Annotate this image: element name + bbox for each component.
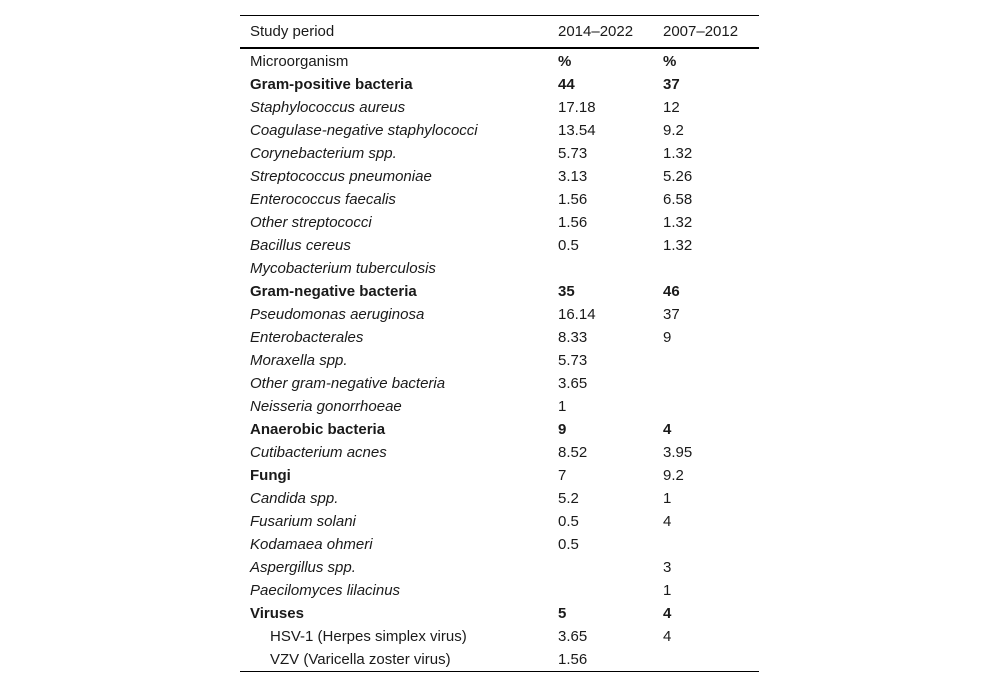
table-row [240,464,759,487]
table-row [240,533,759,556]
value-2007-2012: 12 [663,99,680,116]
organism-name: Cutibacterium acnes [250,444,387,461]
table-row [240,556,759,579]
value-2014-2022: 1 [558,398,567,415]
organism-name: Paecilomyces lilacinus [250,582,401,599]
organism-name: Moraxella spp. [250,352,348,369]
table-row [240,48,759,73]
value-2007-2012: 3 [663,559,672,576]
table-row [240,96,759,119]
table-body [240,48,759,672]
value-2007-2012: 1.32 [663,145,693,162]
table-row [240,142,759,165]
value-2007-2012 [653,372,759,395]
value-2014-2022: 0.5 [558,237,579,254]
organism-name: Viruses [250,605,304,622]
table-row [240,395,759,418]
organism-name: Coagulase-negative staphylococci [250,122,478,139]
value-2007-2012 [653,648,759,672]
value-2007-2012: 4 [663,421,672,438]
value-2014-2022: 0.5 [558,536,579,553]
organism-name: Bacillus cereus [250,237,351,254]
table-row [240,188,759,211]
table-row [240,280,759,303]
organism-name: HSV-1 (Herpes simplex virus) [270,628,467,645]
value-2007-2012 [653,533,759,556]
value-2014-2022: 3.13 [558,168,588,185]
organism-name: Streptococcus pneumoniae [250,168,432,185]
organism-name: Corynebacterium spp. [250,145,397,162]
value-2014-2022: 9 [558,421,567,438]
value-2014-2022 [548,556,653,579]
organism-name: Other streptococci [250,214,372,231]
value-2014-2022: % [558,52,572,70]
organism-name: Neisseria gonorrhoeae [250,398,402,415]
value-2007-2012 [653,257,759,280]
value-2014-2022: 3.65 [558,375,588,392]
value-2007-2012 [653,349,759,372]
value-2014-2022: 1.56 [558,214,588,231]
table-row [240,119,759,142]
value-2007-2012: 5.26 [663,168,693,185]
organism-name: Mycobacterium tuberculosis [250,260,436,277]
value-2007-2012: 1 [663,582,672,599]
table-row [240,579,759,602]
organism-name: VZV (Varicella zoster virus) [270,651,451,668]
table-row [240,165,759,188]
value-2007-2012: 46 [663,283,680,300]
organism-name: Enterococcus faecalis [250,191,396,208]
value-2014-2022 [548,257,653,280]
organism-name: Fusarium solani [250,513,356,530]
microorganism-table-container [240,15,759,672]
value-2007-2012: 9.2 [663,122,684,139]
value-2007-2012 [653,395,759,418]
value-2014-2022: 17.18 [558,99,596,116]
value-2014-2022 [548,579,653,602]
value-2014-2022: 3.65 [558,628,588,645]
value-2007-2012: 4 [663,605,672,622]
organism-name: Gram-positive bacteria [250,76,413,93]
value-2007-2012: 37 [663,306,680,323]
value-2014-2022: 8.33 [558,329,588,346]
table-row [240,326,759,349]
table-row [240,487,759,510]
value-2007-2012: % [663,52,677,70]
value-2014-2022: 1.56 [558,651,588,668]
table-row [240,303,759,326]
value-2007-2012: 4 [663,513,672,530]
table-row [240,349,759,372]
table-row [240,625,759,648]
header-study-period: Study period [250,23,335,40]
value-2007-2012: 4 [663,628,672,645]
organism-name: Staphylococcus aureus [250,99,406,116]
value-2014-2022: 5.73 [558,145,588,162]
value-2014-2022: 7 [558,467,567,484]
organism-name: Kodamaea ohmeri [250,536,373,553]
value-2014-2022: 16.14 [558,306,596,323]
organism-name: Pseudomonas aeruginosa [250,306,425,323]
value-2014-2022: 0.5 [558,513,579,530]
value-2014-2022: 1.56 [558,191,588,208]
organism-name: Aspergillus spp. [250,559,356,576]
table-row [240,510,759,533]
organism-name: Other gram-negative bacteria [250,375,446,392]
value-2007-2012: 1.32 [663,214,693,231]
table-row [240,602,759,625]
value-2007-2012: 37 [663,76,680,93]
header-row [240,16,759,49]
value-2007-2012: 9 [663,329,672,346]
value-2014-2022: 5 [558,605,567,622]
value-2014-2022: 13.54 [558,122,596,139]
organism-name: Anaerobic bacteria [250,421,386,438]
value-2014-2022: 5.2 [558,490,579,507]
table-row [240,648,759,672]
organism-name: Microorganism [250,52,349,70]
value-2014-2022: 8.52 [558,444,588,461]
value-2007-2012: 9.2 [663,467,684,484]
organism-name: Candida spp. [250,490,339,507]
table-row [240,441,759,464]
value-2007-2012: 1.32 [663,237,693,254]
header-period-2014-2022: 2014–2022 [558,23,634,40]
value-2014-2022: 5.73 [558,352,588,369]
organism-name: Enterobacterales [250,329,364,346]
header-period-2007-2012: 2007–2012 [663,23,739,40]
value-2007-2012: 1 [663,490,672,507]
organism-name: Gram-negative bacteria [250,283,417,300]
table-row [240,211,759,234]
microorganism-table [240,15,759,672]
organism-name: Fungi [250,467,291,484]
value-2014-2022: 44 [558,76,575,93]
value-2007-2012: 6.58 [663,191,693,208]
value-2014-2022: 35 [558,283,575,300]
table-row [240,234,759,257]
table-header [240,16,759,49]
table-row [240,418,759,441]
table-row [240,73,759,96]
table-row [240,257,759,280]
value-2007-2012: 3.95 [663,444,693,461]
table-row [240,372,759,395]
